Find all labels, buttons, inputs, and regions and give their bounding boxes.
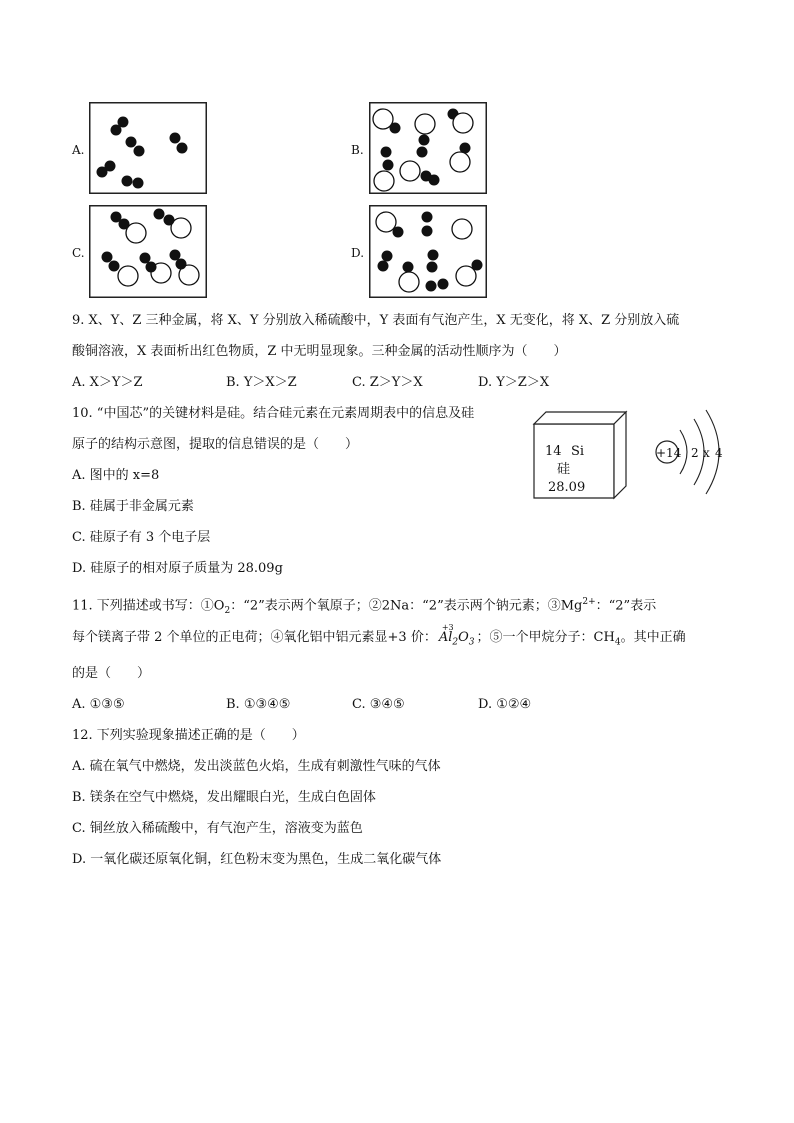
q11-stem-line1: 11. 下列描述或书写：$①O_2$：“2”表示两个氧原子；②2Na：“2”表示两个钠元素；$③Mg^{2+}$：“2”表示 (72, 597, 657, 616)
q10-option-d: D. 硅原子的相对原子质量为 28.09g (72, 561, 283, 576)
q12-option-d: D. 一氧化碳还原氧化铜，红色粉末变为黑色，生成二氧化碳气体 (72, 852, 442, 867)
q10-option-c: C. 硅原子有 3 个电子层 (72, 530, 211, 545)
option-label-d: D. (351, 246, 365, 260)
element-symbol: Si (571, 444, 585, 459)
shell-1-electrons: 2 (691, 446, 699, 460)
q9-option-d: D. Y＞Z＞X (478, 375, 550, 390)
element-atomic-number: 14 (545, 444, 562, 459)
q10-option-a: A. 图中的 x=8 (72, 468, 160, 483)
particle-diagram-a (89, 102, 207, 194)
q11-option-b: B. ①③④⑤ (226, 697, 291, 712)
alumina-valence-formula: +3 $Al_2O_3$ (438, 623, 475, 648)
q12-option-b: B. 镁条在空气中燃烧，发出耀眼白光，生成白色固体 (72, 790, 376, 805)
particle-diagram-c (89, 205, 207, 298)
option-label-a: A. (72, 143, 85, 157)
q11-option-d: D. ①②④ (478, 697, 532, 712)
option-label-b: B. (351, 143, 364, 157)
q10-option-b: B. 硅属于非金属元素 (72, 499, 194, 514)
q9-stem-line2: 酸铜溶液，X 表面析出红色物质，Z 中无明显现象。三种金属的活动性顺序为（ ） (72, 344, 567, 359)
q10-stem-line2: 原子的结构示意图，提取的信息错误的是（ ） (72, 437, 359, 452)
element-atomic-mass: 28.09 (548, 480, 586, 495)
q12-stem: 12. 下列实验现象描述正确的是（ ） (72, 728, 305, 743)
q10-stem-line1: 10. “中国芯”的关键材料是硅。结合硅元素在元素周期表中的信息及硅 (72, 406, 475, 421)
q12-option-c: C. 铜丝放入稀硫酸中，有气泡产生，溶液变为蓝色 (72, 821, 363, 836)
q9-option-b: B. Y＞X＞Z (226, 375, 297, 390)
particle-diagram-d (369, 205, 487, 298)
nucleus-charge: +14 (656, 446, 682, 460)
particle-diagram-b (369, 102, 487, 194)
q9-option-c: C. Z＞Y＞X (352, 375, 423, 390)
q9-stem-line1: 9. X、Y、Z 三种金属，将 X、Y 分别放入稀硫酸中，Y 表面有气泡产生，X 无变化，将 X、Z 分别放入硫 (72, 313, 680, 328)
q9-option-a: A. X＞Y＞Z (72, 375, 143, 390)
q12-option-a: A. 硫在氧气中燃烧，发出淡蓝色火焰，生成有刺激性气味的气体 (72, 759, 441, 774)
q11-stem-line2: 每个镁离子带 2 个单位的正电荷；④氧化铝中铝元素显+3 价： +3 $Al_2O_3$ ；⑤一个甲烷分子：$CH_4$。其中正确 (72, 630, 686, 651)
element-name: 硅 (557, 462, 571, 477)
shell-2-electrons: x (703, 446, 710, 460)
shell-3-electrons: 4 (715, 446, 723, 460)
option-label-c: C. (72, 246, 85, 260)
q11-option-c: C. ③④⑤ (352, 697, 405, 712)
q11-stem-line3: 的是（ ） (72, 666, 151, 681)
q11-option-a: A. ①③⑤ (72, 697, 125, 712)
